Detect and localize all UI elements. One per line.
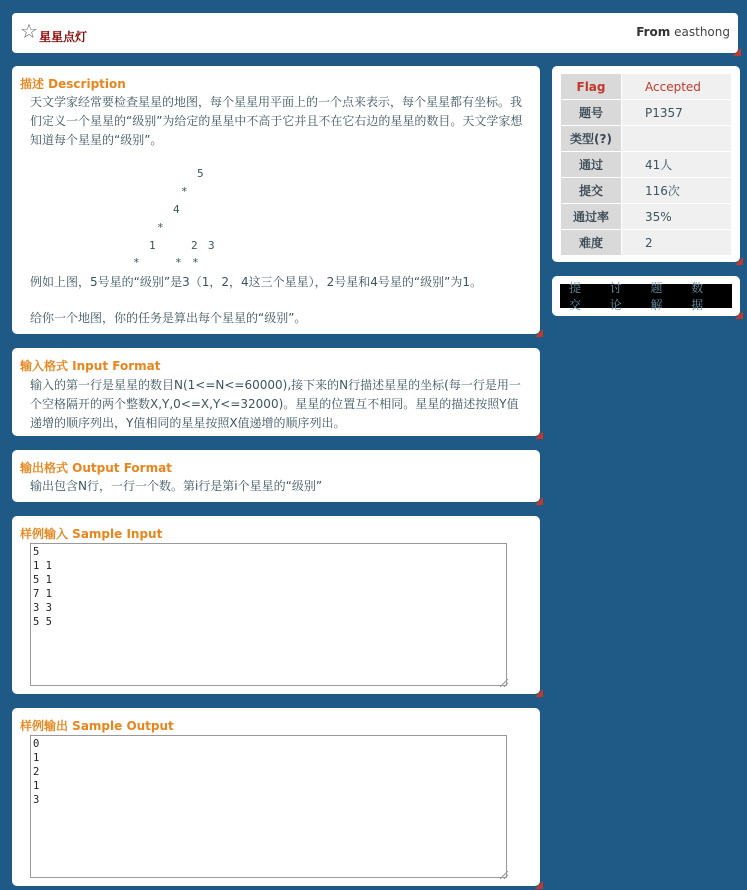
star-mark: *: [157, 221, 164, 234]
corner-mark: [535, 431, 543, 439]
corner-mark: [535, 329, 543, 337]
star-label-3: 3: [208, 239, 215, 252]
star-mark: *: [175, 256, 182, 269]
info-value: 2: [622, 230, 732, 256]
sample-output-section: [12, 708, 540, 886]
input-format-title: 输入格式 Input Format: [20, 359, 161, 373]
sample-output-textarea[interactable]: 0 1 2 1 3: [30, 735, 507, 878]
info-row-passed: [561, 152, 732, 178]
star-label-5: 5: [197, 167, 204, 180]
action-bar: [560, 281, 732, 312]
submit-link[interactable]: 提交: [569, 281, 582, 312]
corner-mark: [535, 689, 543, 697]
sample-input-section: [12, 516, 540, 694]
author-line: [636, 25, 730, 39]
star-label-4: 4: [173, 203, 180, 216]
info-value: [622, 126, 732, 152]
author-link[interactable]: easthong: [674, 25, 730, 39]
output-format-text: 输出包含N行，一行一个数。第i行是第i个星星的“级别”: [30, 479, 323, 493]
info-row-pass-rate: [561, 204, 732, 230]
star-mark: *: [133, 256, 140, 269]
resize-grip-icon[interactable]: [500, 871, 508, 879]
info-key: 提交: [561, 178, 622, 204]
star-mark: *: [181, 185, 188, 198]
description-text: 天文学家经常要检查星星的地图，每个星星用平面上的一个点来表示，每个星星都有坐标。我们定义一个星星的“级别”为给定的星星中不高于它并且不在它右边的星星的数目。天文学家想知道每个星星的“级别”。: [30, 95, 523, 147]
star-label-1: 1: [149, 239, 156, 252]
corner-mark: [733, 48, 741, 56]
sample-input-textarea[interactable]: 5 1 1 5 1 7 1 3 3 5 5: [30, 543, 507, 686]
discuss-link[interactable]: 讨论: [609, 281, 622, 312]
problem-info-table: [560, 73, 732, 256]
info-key: 题号: [561, 100, 622, 126]
description-title: 描述 Description: [20, 77, 126, 91]
info-row-flag: [561, 74, 732, 100]
info-key: 通过率: [561, 204, 622, 230]
info-key: Flag: [561, 74, 622, 100]
problem-info-panel: [552, 66, 740, 262]
input-format-text: 输入的第一行是星星的数目N(1<=N<=60000),接下来的N行描述星星的坐标(每一行是用一个空格隔开的两个整数X,Y,0<=X,Y<=32000)。星星的位置互不相同。星星的描述按照Y值递增的顺序列出，Y值相同的星星按照X值递增的顺序列出。: [30, 378, 521, 430]
from-label: From: [636, 25, 671, 39]
info-row-difficulty: [561, 230, 732, 256]
problem-actions-panel: [552, 276, 740, 316]
corner-mark: [735, 311, 743, 319]
problem-header: [12, 13, 738, 53]
star-mark: *: [192, 256, 199, 269]
description-section: [12, 66, 540, 334]
star-label-2: 2: [191, 239, 198, 252]
input-format-section: [12, 348, 540, 436]
sample-input-title: 样例输入 Sample Input: [20, 527, 163, 541]
solution-link[interactable]: 题解: [650, 281, 663, 312]
resize-grip-icon[interactable]: [500, 679, 508, 687]
star-outline-icon[interactable]: ☆: [20, 19, 38, 43]
info-value: 41人: [622, 152, 732, 178]
info-row-submitted: [561, 178, 732, 204]
corner-mark: [535, 497, 543, 505]
info-key-type-help[interactable]: 类型(?): [561, 126, 622, 152]
info-row-type: [561, 126, 732, 152]
description-task: 给你一个地图，你的任务是算出每个星星的“级别”。: [30, 311, 307, 325]
info-value: P1357: [622, 100, 732, 126]
info-value-status: Accepted: [622, 74, 732, 100]
problem-title: 星星点灯: [39, 30, 88, 44]
description-example: 例如上图，5号星的“级别”是3（1，2，4这三个星星），2号星和4号星的“级别”为1。: [30, 275, 482, 289]
info-value: 116次: [622, 178, 732, 204]
info-key: 难度: [561, 230, 622, 256]
info-value: 35%: [622, 204, 732, 230]
sample-output-title: 样例输出 Sample Output: [20, 719, 174, 733]
info-key: 通过: [561, 152, 622, 178]
corner-mark: [735, 257, 743, 265]
data-link[interactable]: 数据: [691, 281, 704, 312]
info-row-id: [561, 100, 732, 126]
corner-mark: [535, 881, 543, 889]
output-format-title: 输出格式 Output Format: [20, 461, 172, 475]
output-format-section: [12, 450, 540, 502]
